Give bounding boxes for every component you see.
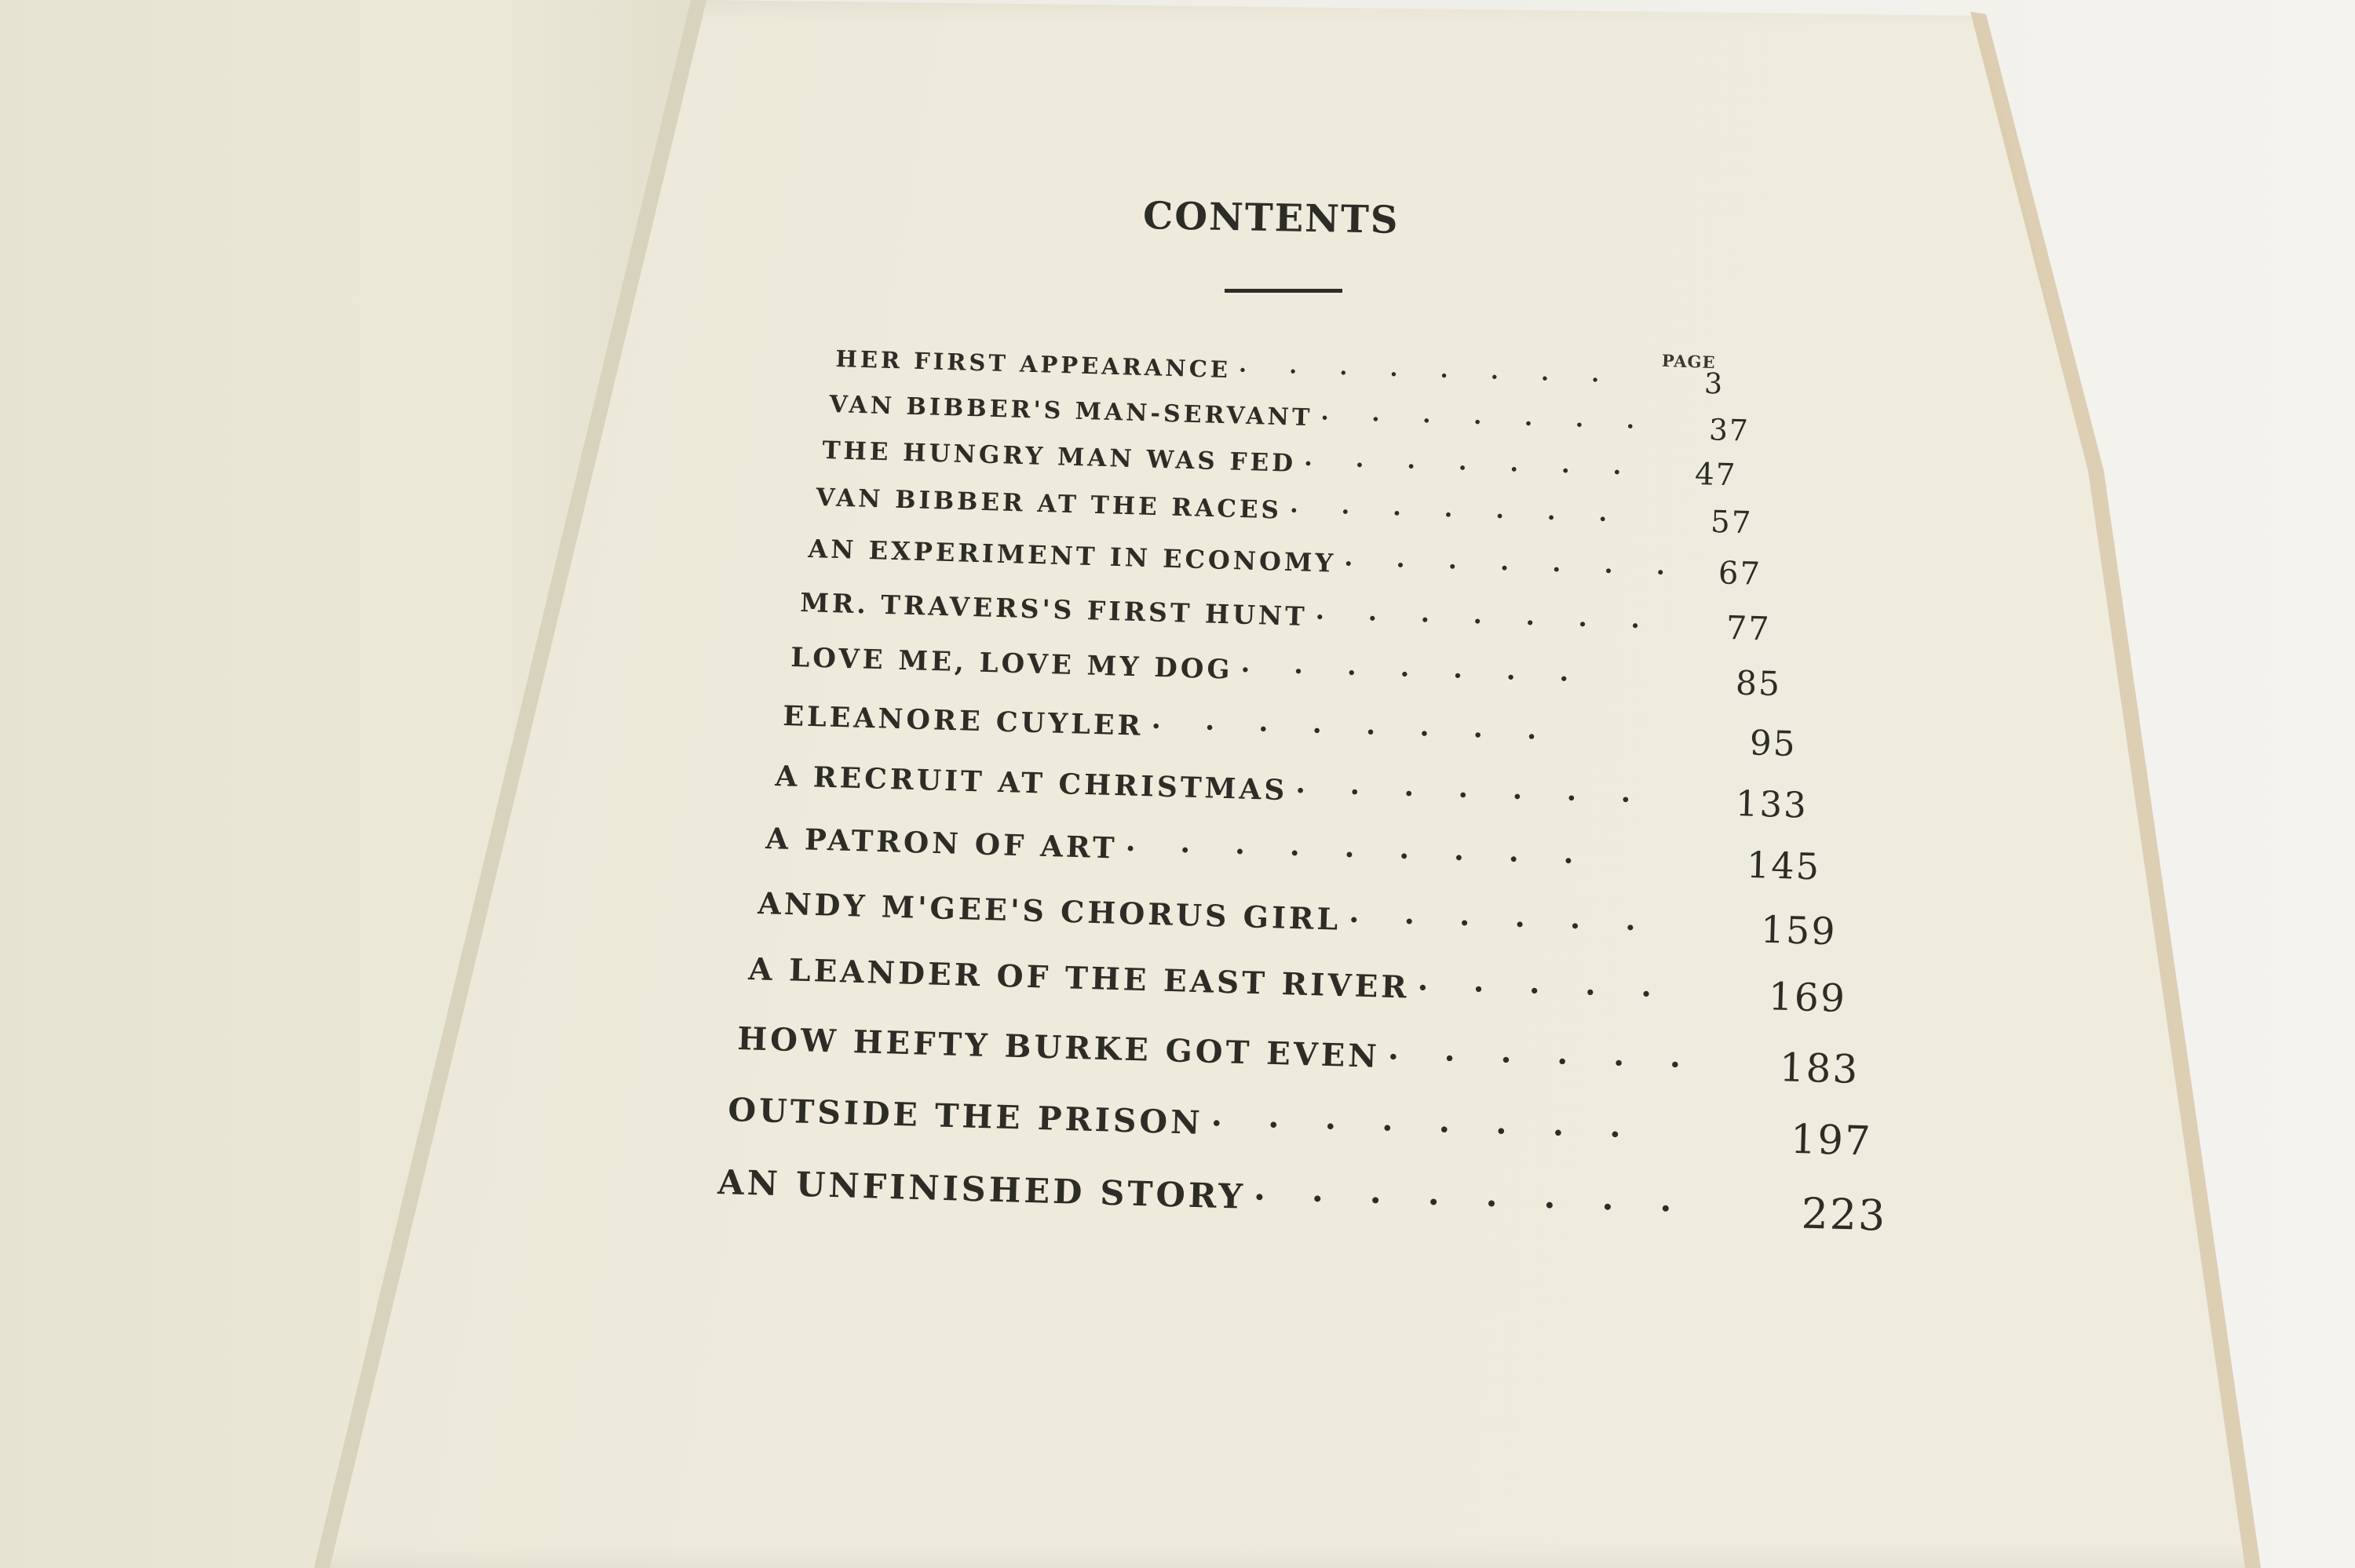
toc-entry-title: A PATRON OF ART (765, 821, 1119, 866)
leader-dots: · · · · · · · (1320, 404, 1652, 442)
toc-entry-title: OUTSIDE THE PRISON (727, 1091, 1204, 1142)
toc-entry-title: AN EXPERIMENT IN ECONOMY (807, 534, 1337, 578)
leader-dots: · · · · · · (1348, 902, 1654, 946)
page-column-label: PAGE (1661, 350, 1716, 373)
leader-dots: · · · · · · · · (1210, 1104, 1639, 1154)
leader-dots: · · · · · · · · (1238, 356, 1617, 394)
contents-title: CONTENTS (1142, 194, 1400, 242)
leader-dots: · · · · · · · (1315, 601, 1658, 642)
leader-dots: · · · · · · · (1289, 496, 1625, 534)
toc-entry-page: 133 (1735, 782, 1809, 826)
leader-dots: · · · · · · · (1294, 774, 1648, 818)
toc-entry-page: 159 (1760, 908, 1838, 954)
toc-entry-title: VAN BIBBER AT THE RACES (815, 483, 1283, 525)
leader-dots: · · · · · · · · (1150, 710, 1554, 754)
toc-entry-page: 77 (1725, 609, 1772, 648)
toc-entry-title: AN UNFINISHED STORY (717, 1163, 1247, 1217)
leader-dots: · · · · · · · (1343, 549, 1683, 589)
toc-entry-title: ELEANORE CUYLER (782, 700, 1145, 742)
toc-entry-page: 169 (1768, 975, 1847, 1022)
toc-entry-page: 85 (1735, 664, 1782, 705)
toc-entry-title: A RECRUIT AT CHRISTMAS (774, 760, 1288, 808)
toc-entry-page: 37 (1708, 411, 1751, 448)
toc-entry-page: 95 (1749, 723, 1798, 764)
title-rule (1225, 289, 1342, 293)
toc-entry-page: 47 (1694, 457, 1737, 494)
toc-entry-page: 57 (1710, 505, 1753, 542)
toc-entry-title: HER FIRST APPEARANCE (835, 345, 1232, 384)
leader-dots: · · · · · (1417, 969, 1670, 1013)
toc-entry-title: HOW HEFTY BURKE GOT EVEN (736, 1020, 1381, 1075)
toc-entry-page: 3 (1703, 366, 1725, 401)
toc-entry-page: 67 (1718, 555, 1762, 593)
toc-entry-page: 183 (1779, 1045, 1860, 1092)
toc-entry-page: 145 (1746, 844, 1821, 888)
toc-entry-page: 197 (1789, 1115, 1873, 1165)
toc-entry-title: A LEANDER OF THE EAST RIVER (747, 951, 1411, 1006)
toc-entry-title: ANDY M'GEE'S CHORUS GIRL (757, 885, 1342, 937)
toc-entry-title: MR. TRAVERS'S FIRST HUNT (799, 587, 1309, 633)
toc-entry-page: 223 (1800, 1188, 1888, 1241)
leader-dots: · · · · · · · · (1253, 1178, 1689, 1230)
toc-entry-title: THE HUNGRY MAN WAS FED (821, 436, 1297, 478)
toc-entry-title: LOVE ME, LOVE MY DOG (790, 642, 1234, 686)
toc-entry-title: VAN BIBBER'S MAN-SERVANT (829, 391, 1313, 432)
leader-dots: · · · · · · · · · (1124, 830, 1591, 879)
leader-dots: · · · · · · · (1240, 655, 1586, 696)
leader-dots: · · · · · · · (1303, 450, 1639, 488)
leader-dots: · · · · · · (1387, 1038, 1699, 1085)
